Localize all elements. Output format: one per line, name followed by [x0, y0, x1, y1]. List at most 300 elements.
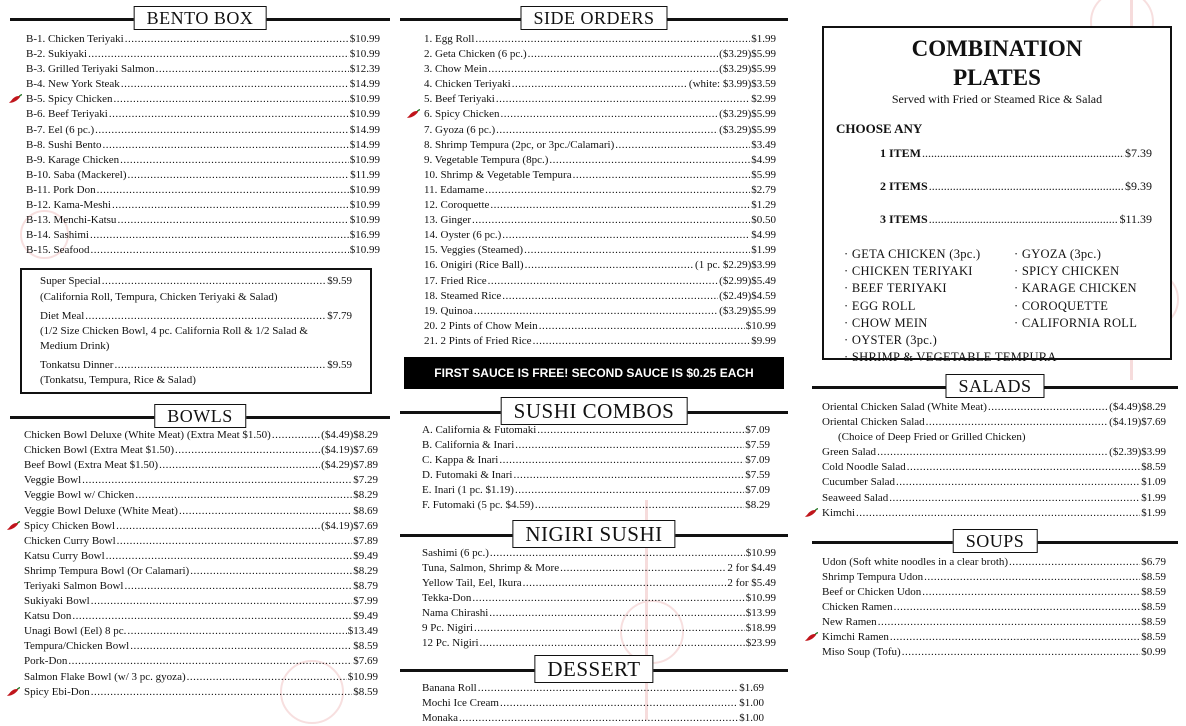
salads-title: SALADS [945, 374, 1044, 398]
dot-leader [68, 654, 352, 669]
item-price: $8.59 [353, 640, 378, 653]
item-note: ($4.19) [321, 444, 354, 457]
side-orders-list [424, 32, 776, 349]
nigiri-header [400, 522, 788, 546]
chili-pepper-icon [7, 687, 20, 697]
dot-leader [121, 77, 349, 92]
item-price: $10.99 [349, 183, 380, 196]
item-sub-note: (Choice of Deep Fried or Grilled Chicken) [838, 431, 1026, 444]
item-price: $8.29 [745, 499, 770, 512]
side-order-item [424, 107, 776, 122]
special-price: $9.59 [327, 275, 352, 288]
dot-leader [615, 138, 750, 153]
item-price: $8.59 [1141, 570, 1166, 583]
item-price: $16.99 [349, 229, 380, 242]
dot-leader [499, 453, 744, 468]
item-price: $10.99 [347, 670, 378, 683]
item-price: $8.59 [1141, 631, 1166, 644]
item-price: $1.29 [751, 199, 776, 212]
item-name: Green Salad [822, 446, 877, 459]
item-price: $13.99 [745, 606, 776, 619]
dot-leader [102, 274, 326, 289]
item-price: $14.99 [349, 123, 380, 136]
combination-subtitle: Served with Fried or Steamed Rice & Salad [891, 92, 1103, 106]
dot-leader [91, 243, 349, 258]
special-desc [40, 290, 352, 305]
dot-leader [125, 32, 349, 47]
item-price: $7.69 [1141, 416, 1166, 429]
item-name: Chicken Bowl Deluxe (White Meat) (Extra Meat $1.50) [24, 429, 271, 442]
item-note: ($2.39) [1109, 446, 1142, 459]
bowl-item [24, 549, 378, 564]
dot-leader [124, 579, 352, 594]
side-order-item [424, 304, 776, 319]
dot-leader [175, 443, 320, 458]
nigiri-item [422, 621, 776, 636]
dot-leader [515, 438, 744, 453]
dot-leader [116, 519, 320, 534]
dot-leader [117, 534, 353, 549]
combination-choice: · COROQUETTE [1014, 298, 1109, 313]
item-price: $10.99 [745, 319, 776, 332]
bowl-item [24, 685, 378, 700]
bento-title: BENTO BOX [134, 6, 267, 30]
bowl-item [24, 458, 378, 473]
dot-leader [878, 615, 1141, 630]
combination-choice: · SPICY CHICKEN [1014, 264, 1120, 279]
item-price: $7.59 [745, 439, 770, 452]
item-name: A. California & Futomaki [422, 423, 537, 436]
dot-leader [926, 415, 1109, 430]
side-order-item [424, 153, 776, 168]
combination-choice: · GETA CHICKEN (3pc.) [844, 247, 981, 261]
sushi-combo-item [422, 468, 770, 483]
bowl-item [24, 639, 378, 654]
item-price: $10.99 [349, 244, 380, 257]
item-price: $1.09 [1141, 476, 1166, 489]
special-name: Super Special [40, 275, 101, 288]
option-price: $9.39 [1125, 179, 1152, 193]
side-order-item [424, 77, 776, 92]
combination-choice: · EGG ROLL [844, 298, 916, 313]
special-desc [40, 339, 352, 354]
bowls-list [24, 428, 378, 700]
item-price: $9.49 [353, 610, 378, 623]
item-price: $5.99 [751, 48, 776, 61]
item-name: B-5. Spicy Chicken [26, 93, 113, 106]
dessert-list [422, 681, 764, 726]
special-desc [40, 373, 352, 388]
item-name: B-15. Seafood [26, 244, 90, 257]
special-item [40, 309, 352, 324]
bento-item [26, 228, 380, 243]
side-order-item [424, 228, 776, 243]
item-name: Unagi Bowl (Eel) 8 pc. [24, 625, 127, 638]
item-price: $10.99 [349, 93, 380, 106]
combination-choice: · CHOW MEIN [844, 315, 928, 330]
bento-list [26, 32, 380, 258]
column-left [10, 0, 390, 700]
dot-leader [488, 62, 718, 77]
dot-leader [512, 77, 688, 92]
soup-item [822, 630, 1166, 645]
bowl-item [24, 519, 378, 534]
side-order-item [424, 258, 776, 273]
combination-option [880, 137, 1152, 170]
bowl-item [24, 504, 378, 519]
bento-item [26, 107, 380, 122]
sushi-combo-item [422, 438, 770, 453]
side-order-item [424, 334, 776, 349]
item-name: 13. Ginger [424, 214, 472, 227]
item-name: Beef or Chicken Udon [822, 585, 922, 598]
nigiri-item [422, 606, 776, 621]
nigiri-title: NIGIRI SUSHI [512, 520, 675, 548]
item-name: B-8. Sushi Bento [26, 138, 102, 151]
item-note: (white: $3.99) [688, 78, 752, 91]
dot-leader [459, 711, 738, 726]
item-note: (1 pc. $2.29) [695, 259, 752, 272]
bowl-item [24, 654, 378, 669]
item-price: $8.29 [353, 429, 378, 442]
item-note-line [822, 430, 1166, 445]
salads-list [822, 400, 1166, 521]
dot-leader [130, 639, 352, 654]
dot-leader [95, 123, 349, 138]
item-price: $1.00 [739, 697, 764, 710]
combination-title-2: PLATES [953, 65, 1041, 90]
combination-title-1: COMBINATION [911, 36, 1083, 61]
item-price: $0.50 [751, 214, 776, 227]
bento-item [26, 243, 380, 258]
item-name: B-6. Beef Teriyaki [26, 108, 108, 121]
item-name: Chicken Ramen [822, 601, 893, 614]
sushi-combo-item [422, 483, 770, 498]
soups-list [822, 555, 1166, 661]
dot-leader [922, 585, 1140, 600]
dot-leader [1009, 555, 1140, 570]
dot-leader [490, 546, 745, 561]
item-name: Oriental Chicken Salad (White Meat) [822, 401, 987, 413]
dot-leader [537, 423, 744, 438]
item-name: Cucumber Salad [822, 476, 896, 489]
item-price: $7.69 [353, 519, 378, 532]
item-name: 18. Steamed Rice [424, 289, 502, 302]
item-name: Salmon Flake Bowl (w/ 3 pc. gyoza) [24, 670, 186, 683]
combination-box [822, 26, 1172, 365]
dot-leader [478, 681, 739, 696]
dot-leader [533, 334, 751, 349]
dot-leader [135, 488, 352, 503]
special-item [40, 274, 352, 289]
combination-choice: · GYOZA (3pc.) [1014, 247, 1102, 261]
chili-pepper-icon [805, 632, 818, 642]
item-name: Tekka-Don [422, 591, 472, 604]
item-name: Spicy Ebi-Don [24, 685, 90, 698]
soups-title: SOUPS [953, 529, 1038, 553]
dot-leader [114, 358, 326, 373]
item-name: Veggie Bowl [24, 474, 82, 487]
item-name: B. California & Inari [422, 439, 515, 452]
item-price: $7.09 [745, 423, 770, 436]
dot-leader [106, 549, 353, 564]
item-price: $11.99 [350, 168, 380, 181]
item-note: ($2.49) [719, 289, 752, 302]
side-orders-header [400, 6, 788, 30]
item-price: $7.89 [353, 459, 378, 472]
option-name: 2 ITEMS [880, 179, 928, 193]
combination-choice: · KARAGE CHICKEN [1014, 281, 1137, 296]
dot-leader [472, 591, 744, 606]
dot-leader [109, 107, 349, 122]
combination-choice: · CHICKEN TERIYAKI [844, 264, 973, 279]
item-price: $5.49 [751, 274, 776, 287]
bowl-item [24, 473, 378, 488]
dot-leader [907, 460, 1141, 475]
dot-leader [88, 47, 349, 62]
dot-leader [187, 670, 347, 685]
dot-leader [82, 473, 352, 488]
item-name: Pork-Don [24, 655, 68, 668]
item-price: $3.99 [751, 259, 776, 272]
salad-item [822, 415, 1166, 430]
item-note: ($2.99) [719, 274, 752, 287]
item-price: $4.99 [751, 229, 776, 242]
item-price: 2 for $5.49 [727, 576, 776, 589]
dot-leader [894, 600, 1141, 615]
sushi-combos-list [422, 423, 770, 514]
item-name: B-12. Kama-Meshi [26, 199, 111, 212]
dot-leader [127, 624, 346, 639]
item-price: $10.99 [349, 199, 380, 212]
item-price: $5.99 [751, 304, 776, 317]
dot-leader [929, 170, 1124, 203]
item-note: ($4.49) [1109, 401, 1142, 413]
nigiri-item [422, 636, 776, 651]
item-name: 9. Vegetable Tempura (8pc.) [424, 153, 549, 166]
item-name: 12. Coroquette [424, 199, 490, 212]
item-price: $0.99 [1141, 646, 1166, 659]
dot-leader [890, 630, 1140, 645]
item-note: ($3.29) [719, 48, 752, 61]
item-name: 2. Geta Chicken (6 pc.) [424, 48, 527, 61]
salad-item [822, 460, 1166, 475]
item-name: 12 Pc. Nigiri [422, 637, 479, 650]
item-name: New Ramen [822, 616, 877, 629]
side-orders-title: SIDE ORDERS [520, 6, 667, 30]
dot-leader [524, 243, 750, 258]
option-name: 3 ITEMS [880, 212, 928, 226]
item-name: Tuna, Salmon, Shrimp & More [422, 561, 560, 574]
item-name: Shrimp Tempura Udon [822, 570, 924, 583]
bento-item [26, 168, 380, 183]
side-order-item [424, 274, 776, 289]
item-name: Teriyaki Salmon Bowl [24, 580, 124, 592]
item-price: $7.99 [353, 595, 378, 608]
bento-item [26, 213, 380, 228]
column-middle [400, 0, 788, 726]
dot-leader [159, 458, 320, 473]
salad-item [822, 445, 1166, 460]
dot-leader [856, 506, 1140, 521]
dot-leader [91, 685, 353, 700]
dot-leader [500, 696, 738, 711]
item-price: $3.59 [751, 78, 776, 91]
bento-item [26, 77, 380, 92]
item-price: $14.99 [349, 138, 380, 151]
item-name: B-11. Pork Don [26, 183, 96, 196]
item-price: $6.79 [1141, 555, 1166, 568]
item-price: $10.99 [349, 33, 380, 45]
item-price: $7.09 [745, 454, 770, 467]
item-name: Katsu Don [24, 610, 72, 623]
item-name: 8. Shrimp Tempura (2pc, or 3pc./Calamari) [424, 138, 615, 151]
item-price: $8.29 [353, 489, 378, 502]
bowls-title: BOWLS [154, 404, 246, 428]
item-name: Tempura/Chicken Bowl [24, 640, 130, 653]
dot-leader [475, 32, 750, 47]
item-price: $8.59 [1141, 601, 1166, 614]
chili-pepper-icon [9, 94, 22, 104]
item-name: 21. 2 Pints of Fried Rice [424, 334, 532, 347]
item-price: $12.39 [349, 63, 380, 76]
side-order-item [424, 32, 776, 47]
item-price: $8.59 [1141, 585, 1166, 598]
nigiri-item [422, 546, 776, 561]
side-order-item [424, 138, 776, 153]
item-price: $4.59 [751, 289, 776, 302]
sushi-combo-item [422, 423, 770, 438]
item-name: 5. Beef Teriyaki [424, 93, 495, 106]
special-price: $7.79 [327, 309, 352, 322]
side-order-item [424, 183, 776, 198]
dot-leader [988, 400, 1108, 415]
nigiri-list [422, 546, 776, 652]
soup-item [822, 645, 1166, 660]
item-price: $7.69 [353, 655, 378, 668]
item-price: $5.99 [751, 168, 776, 181]
item-price: $8.29 [353, 564, 378, 577]
item-name: 1. Egg Roll [424, 33, 475, 45]
item-name: Kimchi [822, 506, 855, 519]
special-item [40, 358, 352, 373]
special-desc-text: (Tonkatsu, Tempura, Rice & Salad) [40, 373, 196, 386]
salad-item [822, 400, 1166, 415]
item-price: $7.59 [745, 469, 770, 482]
column-right [812, 0, 1178, 660]
bowl-item [24, 670, 378, 685]
side-order-item [424, 62, 776, 77]
item-name: D. Futomaki & Inari [422, 469, 513, 482]
nigiri-item [422, 576, 776, 591]
dot-leader [117, 213, 348, 228]
item-price: $1.99 [751, 244, 776, 257]
dessert-title: DESSERT [534, 655, 653, 683]
item-name: 19. Quinoa [424, 304, 473, 317]
bento-item [26, 62, 380, 77]
item-note: ($3.29) [719, 304, 752, 317]
special-desc-text: Medium Drink) [40, 339, 110, 352]
side-order-item [424, 213, 776, 228]
item-name: 3. Chow Mein [424, 63, 488, 76]
bowl-item [24, 488, 378, 503]
dot-leader [896, 475, 1140, 490]
special-price: $9.59 [327, 358, 352, 371]
item-price: $23.99 [745, 637, 776, 650]
dot-leader [525, 258, 694, 273]
bowl-item [24, 579, 378, 594]
bento-item [26, 47, 380, 62]
combination-choice: · BEEF TERIYAKI [844, 281, 947, 296]
item-price: $9.49 [353, 549, 378, 562]
side-order-item [424, 92, 776, 107]
item-name: Mochi Ice Cream [422, 697, 499, 710]
item-name: B-3. Grilled Teriyaki Salmon [26, 63, 155, 76]
item-price: $8.69 [353, 504, 378, 517]
dot-leader [560, 561, 726, 576]
item-name: B-2. Sukiyaki [26, 48, 88, 61]
item-price: $1.99 [1141, 491, 1166, 504]
dot-leader [128, 168, 350, 183]
dot-leader [924, 570, 1140, 585]
item-name: 16. Onigiri (Rice Ball) [424, 259, 524, 272]
item-note: ($4.49) [321, 429, 354, 442]
item-name: Veggie Bowl w/ Chicken [24, 489, 135, 502]
dessert-header [400, 657, 788, 681]
item-price: $7.69 [353, 444, 378, 457]
item-price: $18.99 [745, 622, 776, 634]
item-price: $1.00 [739, 712, 764, 725]
item-price: $2.79 [751, 183, 776, 196]
item-name: 17. Fried Rice [424, 274, 487, 287]
dot-leader [72, 609, 352, 624]
item-price: $10.99 [745, 546, 776, 559]
item-price: $3.99 [1141, 446, 1166, 459]
dot-leader [502, 289, 718, 304]
soup-item [822, 570, 1166, 585]
specials-list [40, 274, 352, 388]
item-name: 15. Veggies (Steamed) [424, 244, 524, 257]
dot-leader [156, 62, 349, 77]
bento-item [26, 92, 380, 107]
bowl-item [24, 428, 378, 443]
soup-item [822, 555, 1166, 570]
special-name: Diet Meal [40, 309, 85, 322]
side-order-item [424, 319, 776, 334]
item-note: ($4.19) [1109, 416, 1142, 429]
dot-leader [929, 203, 1119, 236]
soup-item [822, 615, 1166, 630]
dot-leader [528, 47, 719, 62]
dot-leader [502, 228, 750, 243]
item-name: 7. Gyoza (6 pc.) [424, 123, 496, 136]
combination-choices [844, 246, 1170, 366]
nigiri-item [422, 561, 776, 576]
salad-item [822, 475, 1166, 490]
side-order-item [424, 198, 776, 213]
item-name: 20. 2 Pints of Chow Mein [424, 319, 538, 332]
combination-choice: · OYSTER (3pc.) [844, 333, 938, 348]
dot-leader [513, 468, 744, 483]
soup-item [822, 600, 1166, 615]
bento-item [26, 198, 380, 213]
dot-leader [179, 504, 352, 519]
option-name: 1 ITEM [880, 146, 922, 160]
dot-leader [474, 304, 718, 319]
choose-any-label: CHOOSE ANY [836, 121, 923, 136]
bento-item [26, 153, 380, 168]
item-price: $10.99 [349, 48, 380, 61]
